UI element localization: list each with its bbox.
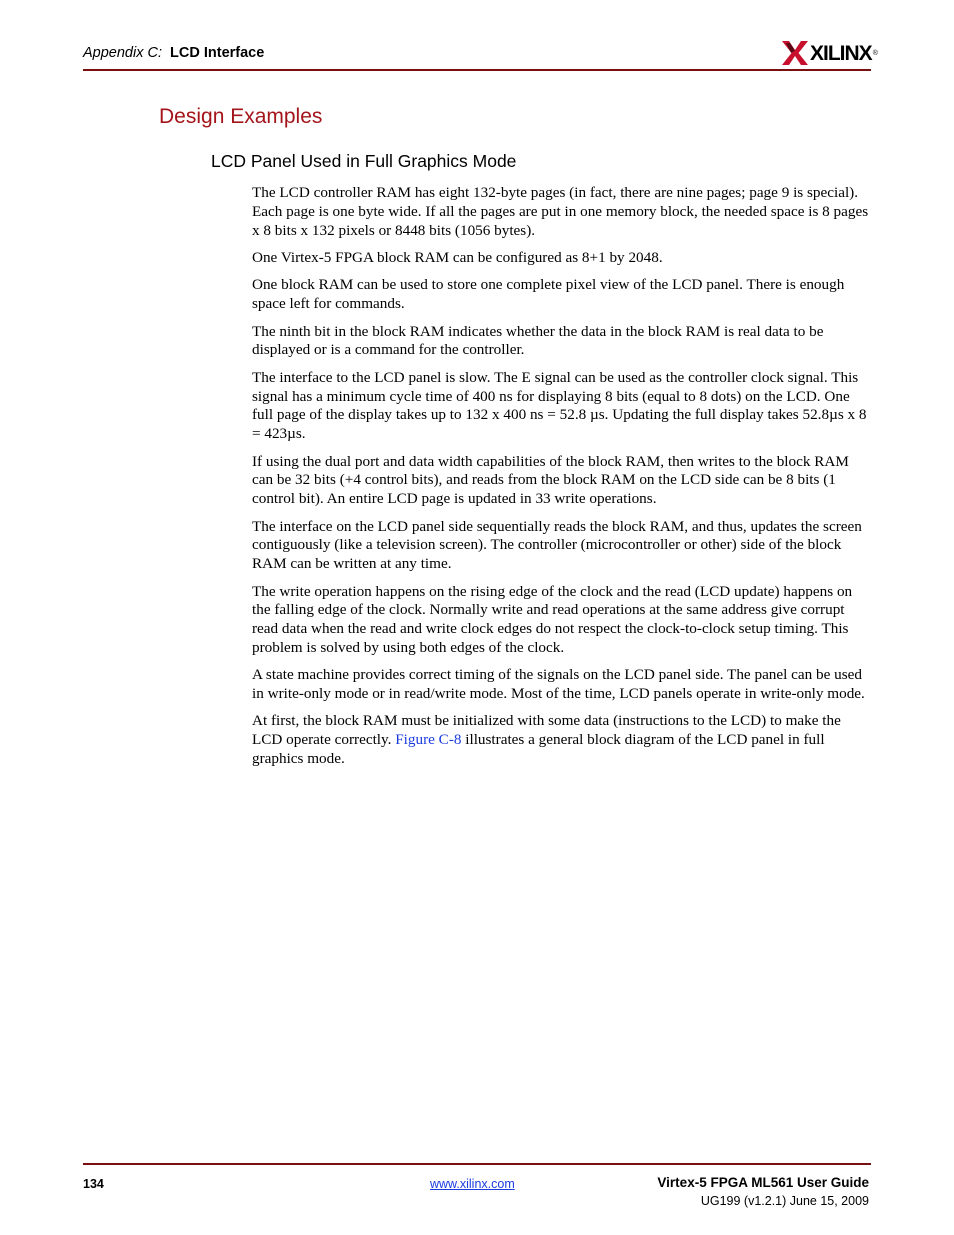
paragraph: If using the dual port and data width capabilities of the block RAM, then writes to the block RAM can be 32 bits (+4 control bits), and reads from the block RAM on the LCD side can be 8 bits (1 control bit). An entire LCD page is updated in 33 write operations. (252, 452, 849, 508)
paragraph-text: At first, the block RAM must be initialized with some data (instructions to the LCD) to make the LCD operate correctly. (252, 712, 841, 749)
xilinx-url-link[interactable]: www.xilinx.com (430, 1177, 515, 1191)
page-number: 134 (83, 1177, 104, 1191)
section-title: Design Examples (159, 105, 323, 128)
running-header (83, 45, 264, 61)
subsection-title: LCD Panel Used in Full Graphics Mode (211, 151, 517, 171)
paragraph-with-link (252, 712, 870, 768)
paragraph: The interface on the LCD panel side sequentially reads the block RAM, and thus, updates the screen contiguously (like a television screen). The controller (microcontroller or other) side of the block RAM can be written at any time. (252, 517, 862, 573)
appendix-topic: LCD Interface (170, 45, 265, 61)
paragraph: The ninth bit in the block RAM indicates whether the data in the block RAM is real data to be displayed or is a command for the controller. (252, 322, 824, 359)
appendix-label: Appendix C: (83, 45, 162, 61)
paragraph: The interface to the LCD panel is slow. The E signal can be used as the controller clock signal. This signal has a minimum cycle time of 400 ns for displaying 8 bits (equal to 8 dots) on the LCD. One full page of the display takes up to 132 x 400 ns = 52.8 µs. Updating the full display takes 52.8µs x 8 = 423µs. (252, 368, 867, 443)
header-rule (83, 69, 871, 71)
xilinx-logo (782, 39, 878, 67)
paragraph: A state machine provides correct timing of the signals on the LCD panel side. The panel can be used in write-only mode or in read/write mode. Most of the time, LCD panels operate in write-only mode. (252, 666, 865, 703)
logo-wordmark: XILINX (810, 41, 872, 65)
body-text (252, 184, 870, 777)
figure-c8-link[interactable]: Figure C-8 (395, 731, 462, 749)
paragraph: One block RAM can be used to store one complete pixel view of the LCD panel. There is enough space left for commands. (252, 276, 845, 313)
revision-date: UG199 (v1.2.1) June 15, 2009 (700, 1194, 869, 1208)
registered-mark: ® (872, 49, 878, 57)
xilinx-x-icon (782, 41, 808, 65)
footer-rule (83, 1163, 871, 1165)
paragraph: The LCD controller RAM has eight 132-byte pages (in fact, there are nine pages; page 9 is special). Each page is one byte wide. If all the pages are put in one memory block, the needed space is 8 pages x 8 bits x 132 pixels or 8448 bits (1056 bytes). (252, 184, 869, 239)
paragraph: The write operation happens on the rising edge of the clock and the read (LCD update) happens on the falling edge of the clock. Normally write and read operations at the same address give corrupt read data when the read and write clock edges do not respect the clock-to-clock setup timing. This problem is solved by using both edges of the clock. (252, 582, 853, 656)
guide-title: Virtex-5 FPGA ML561 User Guide (657, 1175, 869, 1190)
paragraph: One Virtex-5 FPGA block RAM can be configured as 8+1 by 2048. (252, 248, 663, 266)
paragraph-text: illustrates a general block diagram of the LCD panel in full graphics mode. (252, 731, 825, 768)
